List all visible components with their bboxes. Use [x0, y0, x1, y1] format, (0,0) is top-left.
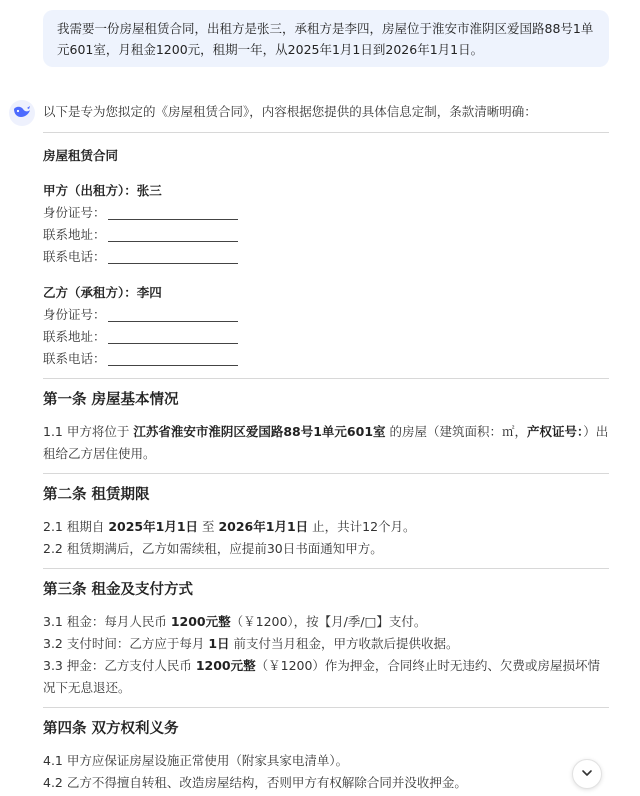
divider [43, 132, 609, 133]
article-3-clause-3: 3.3 押金：乙方支付人民币 1200元整（￥1200）作为押金，合同终止时无违约、欠费或房屋损坏情况下无息退还。 [43, 658, 600, 695]
party-a-phone-field: 联系电话： [43, 246, 609, 268]
party-b-id-field: 身份证号： [43, 304, 609, 326]
assistant-avatar [9, 100, 35, 126]
party-a-address-field: 联系地址： [43, 224, 609, 246]
party-a-block [43, 180, 609, 268]
chevron-down-icon [580, 765, 594, 784]
article-3-clause-1: 3.1 租金：每月人民币 1200元整（￥1200），按【月/季/□】支付。 [43, 614, 427, 629]
divider [43, 707, 609, 708]
blank-line [108, 330, 238, 344]
blank-line [108, 352, 238, 366]
article-1-clause-1: 1.1 甲方将位于 江苏省淮安市淮阴区爱国路88号1单元601室 的房屋（建筑面积：㎡，产权证号：）出租给乙方居住使用。 [43, 424, 609, 461]
blank-line [108, 206, 238, 220]
user-message-bubble [43, 10, 609, 67]
divider [43, 568, 609, 569]
party-b-phone-field: 联系电话： [43, 348, 609, 370]
article-4-clause-2: 4.2 乙方不得擅自转租、改造房屋结构，否则甲方有权解除合同并没收押金。 [43, 775, 467, 790]
party-a-heading: 甲方（出租方）：张三 [43, 183, 162, 198]
divider [43, 378, 609, 379]
party-b-address-field: 联系地址： [43, 326, 609, 348]
party-b-heading: 乙方（承租方）：李四 [43, 285, 162, 300]
blank-line [108, 308, 238, 322]
blank-line [108, 250, 238, 264]
blank-line [108, 228, 238, 242]
article-4-clause-1: 4.1 甲方应保证房屋设施正常使用（附家具家电清单）。 [43, 753, 349, 768]
party-b-block [43, 282, 609, 370]
scroll-to-bottom-button[interactable] [572, 759, 602, 789]
answer-intro: 以下是专为您拟定的《房屋租赁合同》，内容根据您提供的具体信息定制，条款清晰明确： [43, 104, 537, 119]
deepseek-whale-icon [13, 104, 31, 123]
article-3-title: 第三条 租金及支付方式 [43, 582, 194, 598]
article-2-clause-2: 2.2 租赁期满后，乙方如需续租，应提前30日书面通知甲方。 [43, 541, 383, 556]
user-message-text: 我需要一份房屋租赁合同，出租方是张三，承租方是李四，房屋位于淮安市淮阴区爱国路88号1单元601室，月租金1200元，租期一年，从2025年1月1日到2026年1月1日。 [57, 21, 594, 57]
divider [43, 473, 609, 474]
article-4-title: 第四条 双方权利义务 [43, 721, 179, 737]
article-2-clause-1: 2.1 租期自 2025年1月1日 至 2026年1月1日 止，共计12个月。 [43, 519, 416, 534]
article-3-clause-2: 3.2 支付时间：乙方应于每月 1日 前支付当月租金，甲方收款后提供收据。 [43, 636, 459, 651]
contract-title: 房屋租赁合同 [43, 148, 119, 163]
article-2-title: 第二条 租赁期限 [43, 487, 150, 503]
assistant-answer [43, 98, 609, 794]
article-1-title: 第一条 房屋基本情况 [43, 392, 179, 408]
party-a-id-field: 身份证号： [43, 202, 609, 224]
